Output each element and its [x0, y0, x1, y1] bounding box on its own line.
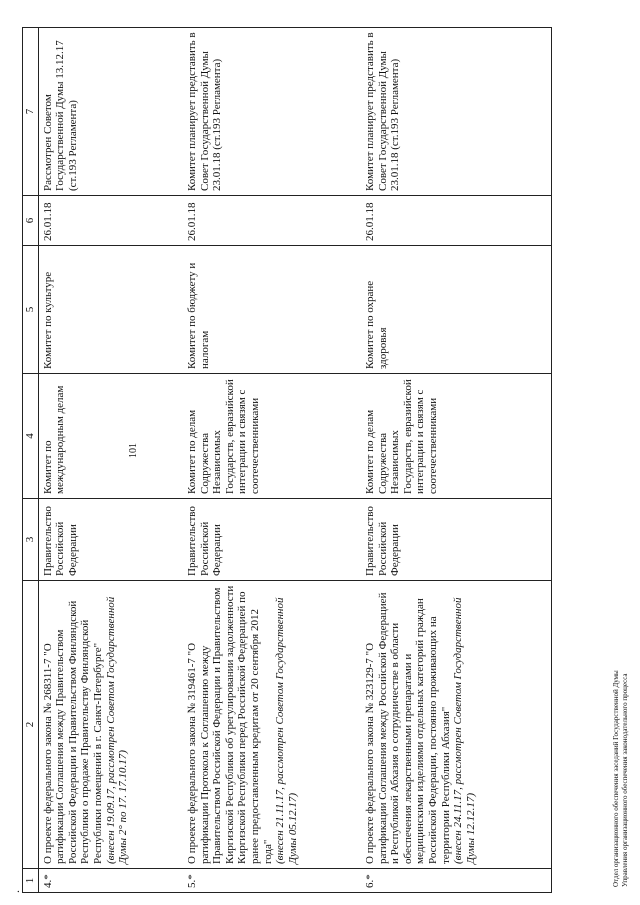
bill-note: (внесен 19.09.17, рассмотрен Советом Государственной Думы 2° по 17. 17.10.17) — [104, 596, 130, 864]
date-cell: 26.01.18 — [361, 196, 551, 246]
co-committee-cell: Комитет по охране здоровья — [361, 246, 551, 374]
agenda-table — [22, 27, 552, 893]
status-cell: Комитет планирует представить в Совет Государственной Думы 23.01.18 (ст.193 Регламента) — [361, 28, 551, 196]
header-cell: 4 — [23, 374, 39, 499]
main-committee-cell: Комитет по международным делам — [38, 374, 183, 499]
header-cell: 7 — [23, 28, 39, 196]
row-number: 6.* — [361, 869, 551, 893]
author-cell: Правительство Российской Федерации — [183, 499, 361, 581]
row-number: 5.* — [183, 869, 361, 893]
footer-line: Отдел организационного обеспечения заседаний Государственной Думы — [612, 670, 620, 887]
date-cell: 26.01.18 — [183, 196, 361, 246]
row-number: 4.* — [38, 869, 183, 893]
page-number: 101 — [128, 443, 139, 458]
table-row — [361, 28, 551, 893]
co-committee-cell: Комитет по бюджету и налогам — [183, 246, 361, 374]
author-cell: Правительство Российской Федерации — [38, 499, 183, 581]
header-cell: 2 — [23, 581, 39, 869]
bill-title: О проекте федерального закона № 319461-7 "О ратификации Протокола к Соглашению между Правительством Российской Федерации и Правительством Киргизской Республики об урегулировании задолженности Киргизской Республики перед Российской Федерацией по ранее предоставленным кредитам от 20 сентября 2012 года" — [186, 585, 274, 864]
main-committee-cell: Комитет по делам Содружества Независимых Государств, евразийской интеграции и связям с соотечественниками — [361, 374, 551, 499]
co-committee-cell: Комитет по культуре — [38, 246, 183, 374]
status-cell: Комитет планирует представить в Совет Государственной Думы 23.01.18 (ст.193 Регламента) — [183, 28, 361, 196]
table-row — [38, 28, 183, 893]
bill-note: (внесен 24.11.17, рассмотрен Советом Государственной Думы 12.12.17) — [452, 597, 477, 864]
bill-title-cell — [38, 581, 183, 869]
header-row — [23, 28, 39, 893]
status-cell: Рассмотрен Советом Государственной Думы 13.12.17 (ст.193 Регламента) — [38, 28, 183, 196]
page-mark: . — [8, 890, 22, 893]
bill-title: О проекте федерального закона № 323129-7 "О ратификации Соглашения между Российской Федерацией и Республикой Абхазия о сотрудничестве в области обеспечения лекарственными препаратами и медицинскими изделиями отдельных категорий граждан Российской Федерации, постоянно проживающих на территории Республики Абхазия" — [364, 592, 452, 864]
bill-note: (внесен 21.11.17, рассмотрен Советом Государственной Думы 05.12.17) — [274, 597, 299, 864]
bill-title: О проекте федерального закона № 268311-7 "О ратификации Соглашения между Правительством Российской Федерации и Правительством Финляндской Республики о продаже Правительству Финляндской Республики помещений в г. Санкт-Петербурге" — [41, 600, 104, 864]
footer — [612, 670, 630, 887]
date-cell: 26.01.18 — [38, 196, 183, 246]
header-cell: 1 — [23, 869, 39, 893]
main-committee-cell: Комитет по делам Содружества Независимых Государств, евразийской интеграции и связям с соотечественниками — [183, 374, 361, 499]
header-cell: 5 — [23, 246, 39, 374]
footer-line: Управления организационного обеспечения законодательного процесса — [621, 673, 629, 887]
header-cell: 6 — [23, 196, 39, 246]
bill-title-cell — [361, 581, 551, 869]
header-cell: 3 — [23, 499, 39, 581]
bill-title-cell — [183, 581, 361, 869]
author-cell: Правительство Российской Федерации — [361, 499, 551, 581]
table-row — [183, 28, 361, 893]
